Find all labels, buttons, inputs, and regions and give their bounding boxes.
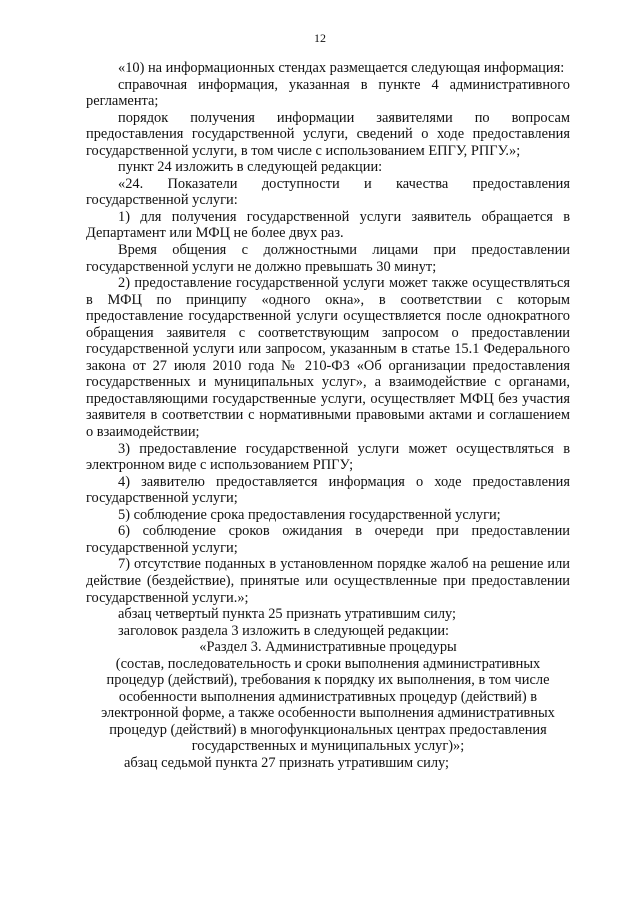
paragraph: 1) для получения государственной услуги заявитель обращается в Департамент или МФЦ не более двух раз.	[86, 208, 570, 242]
document-body	[86, 60, 570, 772]
paragraph: Время общения с должностными лицами при предоставлении государственной услуги не должно превышать 30 минут;	[86, 242, 570, 275]
paragraph: абзац четвертый пункта 25 признать утратившим силу;	[118, 606, 457, 623]
paragraph: пункт 24 изложить в следующей редакции:	[118, 159, 383, 176]
paragraph: заголовок раздела 3 изложить в следующей редакции:	[118, 622, 450, 639]
section-heading-line: процедур (действий) в многофункциональных центрах предоставления	[109, 721, 547, 738]
paragraph: 4) заявителю предоставляется информация о ходе предоставления государственной услуги;	[86, 473, 570, 507]
paragraph: порядок получения информации заявителями по вопросам предоставления государственной услуги, сведений о ходе предоставления государственной услуги, в том числе с использованием ЕПГУ, РПГУ.»;	[86, 109, 570, 159]
section-heading-line: электронной форме, а также особенности выполнения административных	[101, 705, 555, 722]
paragraph: 2) предоставление государственной услуги может также осуществляться в МФЦ по принципу «одного окна», в соответствии с которым предоставление государственной услуги осуществляется после однократного обращения заявителя с соответствующим запросом о предоставлении государственной услуги или запросом, указанным в статье 15.1 Федерального закона от 27 июля 2010 года № 210-ФЗ «Об организации предоставления государственных и муниципальных услуг», а взаимодействие с органами, предоставляющими государственные услуги, осуществляет МФЦ без участия заявителя в соответствии с нормативными правовыми актами и соглашением о взаимодействии;	[86, 275, 570, 441]
paragraph: «10) на информационных стендах размещается следующая информация:	[118, 60, 565, 76]
paragraph: 3) предоставление государственной услуги может осуществляться в электронном виде с использованием РПГУ;	[86, 440, 570, 474]
paragraph: 5) соблюдение срока предоставления государственной услуги;	[118, 506, 501, 523]
paragraph: абзац седьмой пункта 27 признать утратившим силу;	[124, 754, 450, 771]
paragraph: справочная информация, указанная в пункте 4 административного регламента;	[86, 76, 570, 110]
section-heading-line: (состав, последовательность и сроки выполнения административных	[115, 655, 541, 672]
section-heading	[86, 639, 570, 755]
section-heading-line: особенности выполнения административных процедур (действий) в	[118, 688, 538, 705]
paragraph: 6) соблюдение сроков ожидания в очереди при предоставлении государственной услуги;	[86, 523, 570, 556]
page-number: 12	[314, 31, 326, 45]
paragraph: 7) отсутствие поданных в установленном порядке жалоб на решение или действие (бездействие), принятые или осуществленные при предоставлении государственной услуги.»;	[86, 556, 570, 606]
section-heading-line: процедур (действий), требования к порядку их выполнения, в том числе	[106, 672, 550, 689]
section-heading-line: «Раздел 3. Административные процедуры	[199, 639, 457, 656]
paragraph: «24. Показатели доступности и качества предоставления государственной услуги:	[86, 175, 570, 209]
section-heading-line: государственных и муниципальных услуг)»;	[191, 738, 465, 755]
